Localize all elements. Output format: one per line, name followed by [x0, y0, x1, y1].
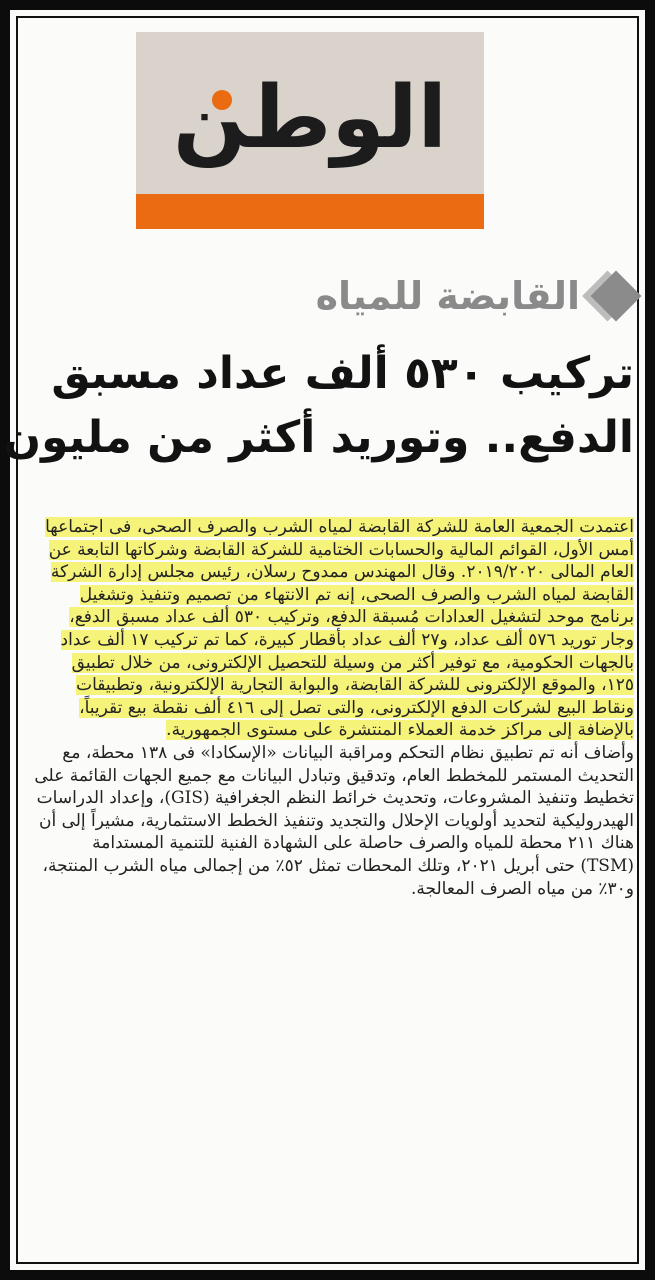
kicker	[316, 266, 634, 326]
diamond-icon	[591, 271, 642, 322]
headline-line-1: تركيب ٥٣٠ ألف عداد مسبق	[51, 348, 634, 399]
headline	[3, 342, 634, 470]
article-body	[34, 516, 634, 900]
paragraph-1	[34, 516, 634, 742]
article	[3, 254, 634, 1244]
kicker-text: القابضة للمياه	[315, 274, 580, 318]
newspaper-logo	[136, 32, 484, 229]
highlighted-text: اعتمدت الجمعية العامة للشركة القابضة لمياه الشرب والصرف الصحى، فى اجتماعها أمس الأول، القوائم المالية والحسابات الختامية للشركة القابضة وشركاتها التابعة عن العام المالى ٢٠١٩/٢٠٢٠. وقال المهندس ممدوح رسلان، رئيس مجلس إدارة الشركة القابضة لمياه الشرب والصرف الصحى، إنه تم الانتهاء من تصميم وتنفيذ وتشغيل برنامج موحد لتشغيل العدادات مُسبقة الدفع، وتركيب ٥٣٠ ألف عداد مسبق الدفع، وجار توريد ٥٧٦ ألف عداد، و٢٧ ألف عداد بأقطار كبيرة، كما تم تركيب ١٧ ألف عداد بالجهات الحكومية، مع توفير أكثر من وسيلة للتحصيل الإلكترونى، من خلال تطبيق ١٢٥، والموقع الإلكترونى للشركة القابضة، والبوابة التجارية الإلكترونية، وتطبيقات ونقاط البيع لشركات الدفع الإلكترونى، والتى تصل إلى ٤١٦ ألف نقطة بيع تقريباً، بالإضافة إلى مراكز خدمة العملاء المنتشرة على مستوى الجمهورية.	[45, 517, 634, 741]
paragraph-2: وأضاف أنه تم تطبيق نظام التحكم ومراقبة البيانات «الإسكادا» فى ١٣٨ محطة، مع التحديث المستمر للمخطط العام، وتدقيق وتبادل البيانات مع جميع الجهات القائمة على تخطيط وتنفيذ المشروعات، وتحديث خرائط النظم الجغرافية (GIS)، وإعداد الدراسات الهيدروليكية لتحديد أولويات الإحلال والتجديد وتنفيذ الخطط الاستثمارية، مشيراً إلى أن هناك ٢١١ محطة للمياه والصرف حاصلة على الشهادة الفنية للتنمية المستدامة (TSM) حتى أبريل ٢٠٢١، وتلك المحطات تمثل ٥٢٪ من إجمالى مياه الشرب المنتجة، و٣٠٪ من مياه الصرف المعالجة.	[34, 742, 634, 899]
headline-line-2: الدفع.. وتوريد أكثر من مليون	[3, 412, 634, 463]
logo-orange-bar	[136, 194, 484, 229]
logo-text: الوطن	[172, 68, 448, 168]
